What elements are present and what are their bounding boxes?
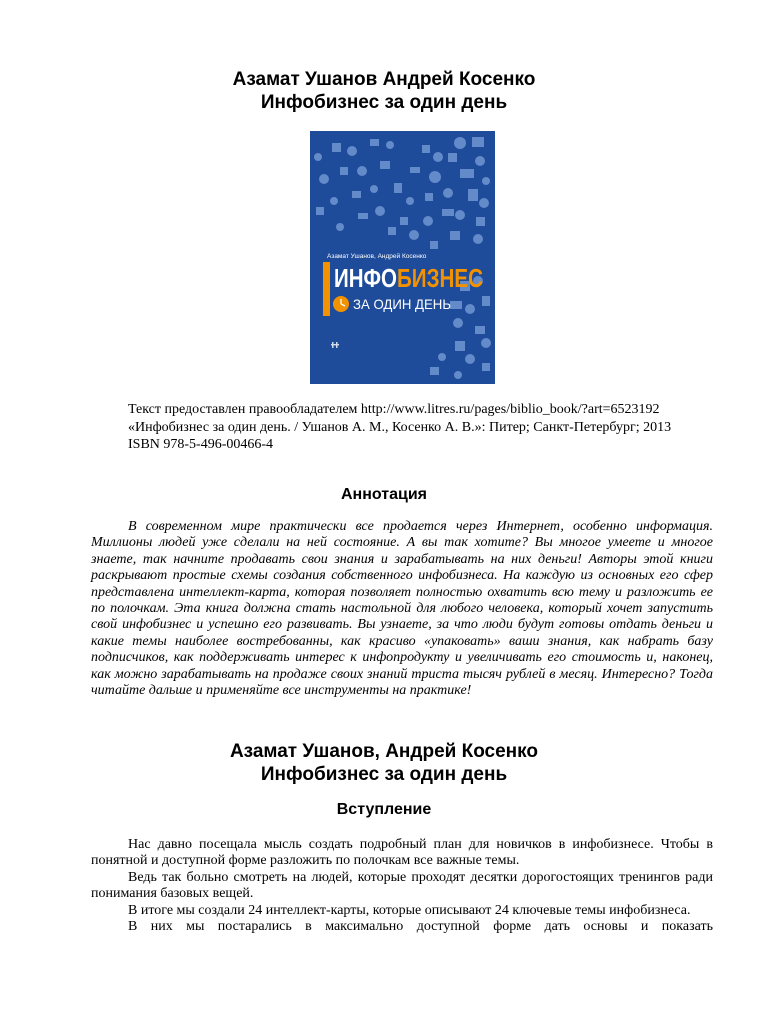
annotation-heading: Аннотация bbox=[341, 486, 427, 503]
book-header bbox=[0, 68, 768, 114]
cover-title-part2: БИЗНЕС bbox=[397, 263, 484, 293]
cover-title-part1: ИНФО bbox=[334, 263, 397, 293]
intro-text bbox=[91, 837, 713, 935]
intro-paragraph: Ведь так больно смотреть на людей, которые проходят десятки дорогостоящих тренингов ради понимания базовых вещей. bbox=[91, 869, 713, 902]
book-cover-image bbox=[310, 131, 495, 384]
book-authors: Азамат Ушанов Андрей Косенко bbox=[232, 69, 536, 90]
cover-authors: Азамат Ушанов, Андрей Косенко bbox=[327, 253, 427, 260]
citation-line: «Инфобизнес за один день. / Ушанов А. М., Косенко А. В.»: Питер; Санкт-Петербург; 2013 bbox=[128, 419, 672, 435]
second-book-authors: Азамат Ушанов, Андрей Косенко bbox=[229, 741, 539, 762]
second-book-header bbox=[0, 740, 768, 786]
publication-info bbox=[91, 401, 713, 454]
intro-paragraph: В итоге мы создали 24 интеллект-карты, которые описывают 24 ключевые темы инфобизнеса. bbox=[128, 902, 691, 918]
isbn-line: ISBN 978-5-496-00466-4 bbox=[128, 437, 274, 452]
cover-orange-bar bbox=[323, 262, 330, 316]
annotation-text: В современном мире практически все продается через Интернет, особенно информация. Миллионы людей уже сделали на ней состояние. А вы так хотите? Вы многое умеете и многое знаете, так начните продавать свои знания и зарабатывать на них деньги! Авторы этой книги раскрывают простые схемы создания собственного инфобизнеса. На каждую из основных его сфер представлена интеллект-карта, которая позволяет полностью охватить всю тему и разложить ее по полочкам. Эта книга должна стать настольной для любого человека, который хочет запустить свой инфобизнес и успешно его развивать. Вы узнаете, за что люди будут готовы отдать деньги и какие темы наиболее востребованны, как красиво «упаковать» ваши знания, как набрать базу подписчиков, как поддерживать интерес к инфопродукту и увеличивать его стоимость и, наконец, как можно зарабатывать на продаже своих знаний триста тысяч рублей в месяц. Интересно? Тогда читайте дальше и применяйте все инструменты на практике! bbox=[91, 519, 713, 699]
intro-heading: Вступление bbox=[336, 801, 432, 818]
book-title: Инфобизнес за один день bbox=[260, 92, 508, 113]
source-line: Текст предоставлен правообладателем http://www.litres.ru/pages/biblio_book/?art=6523192 bbox=[128, 402, 660, 417]
intro-paragraph: Нас давно посещала мысль создать подробный план для новичков в инфобизнесе. Чтобы в понятной и доступной форме разложить по полочкам все важные темы. bbox=[91, 837, 713, 869]
intro-paragraph: В них мы постарались в максимально доступной форме дать основы и показать bbox=[128, 919, 713, 935]
second-book-title: Инфобизнес за один день bbox=[260, 764, 508, 785]
cover-subtitle: ЗА ОДИН ДЕНЬ bbox=[353, 296, 451, 312]
